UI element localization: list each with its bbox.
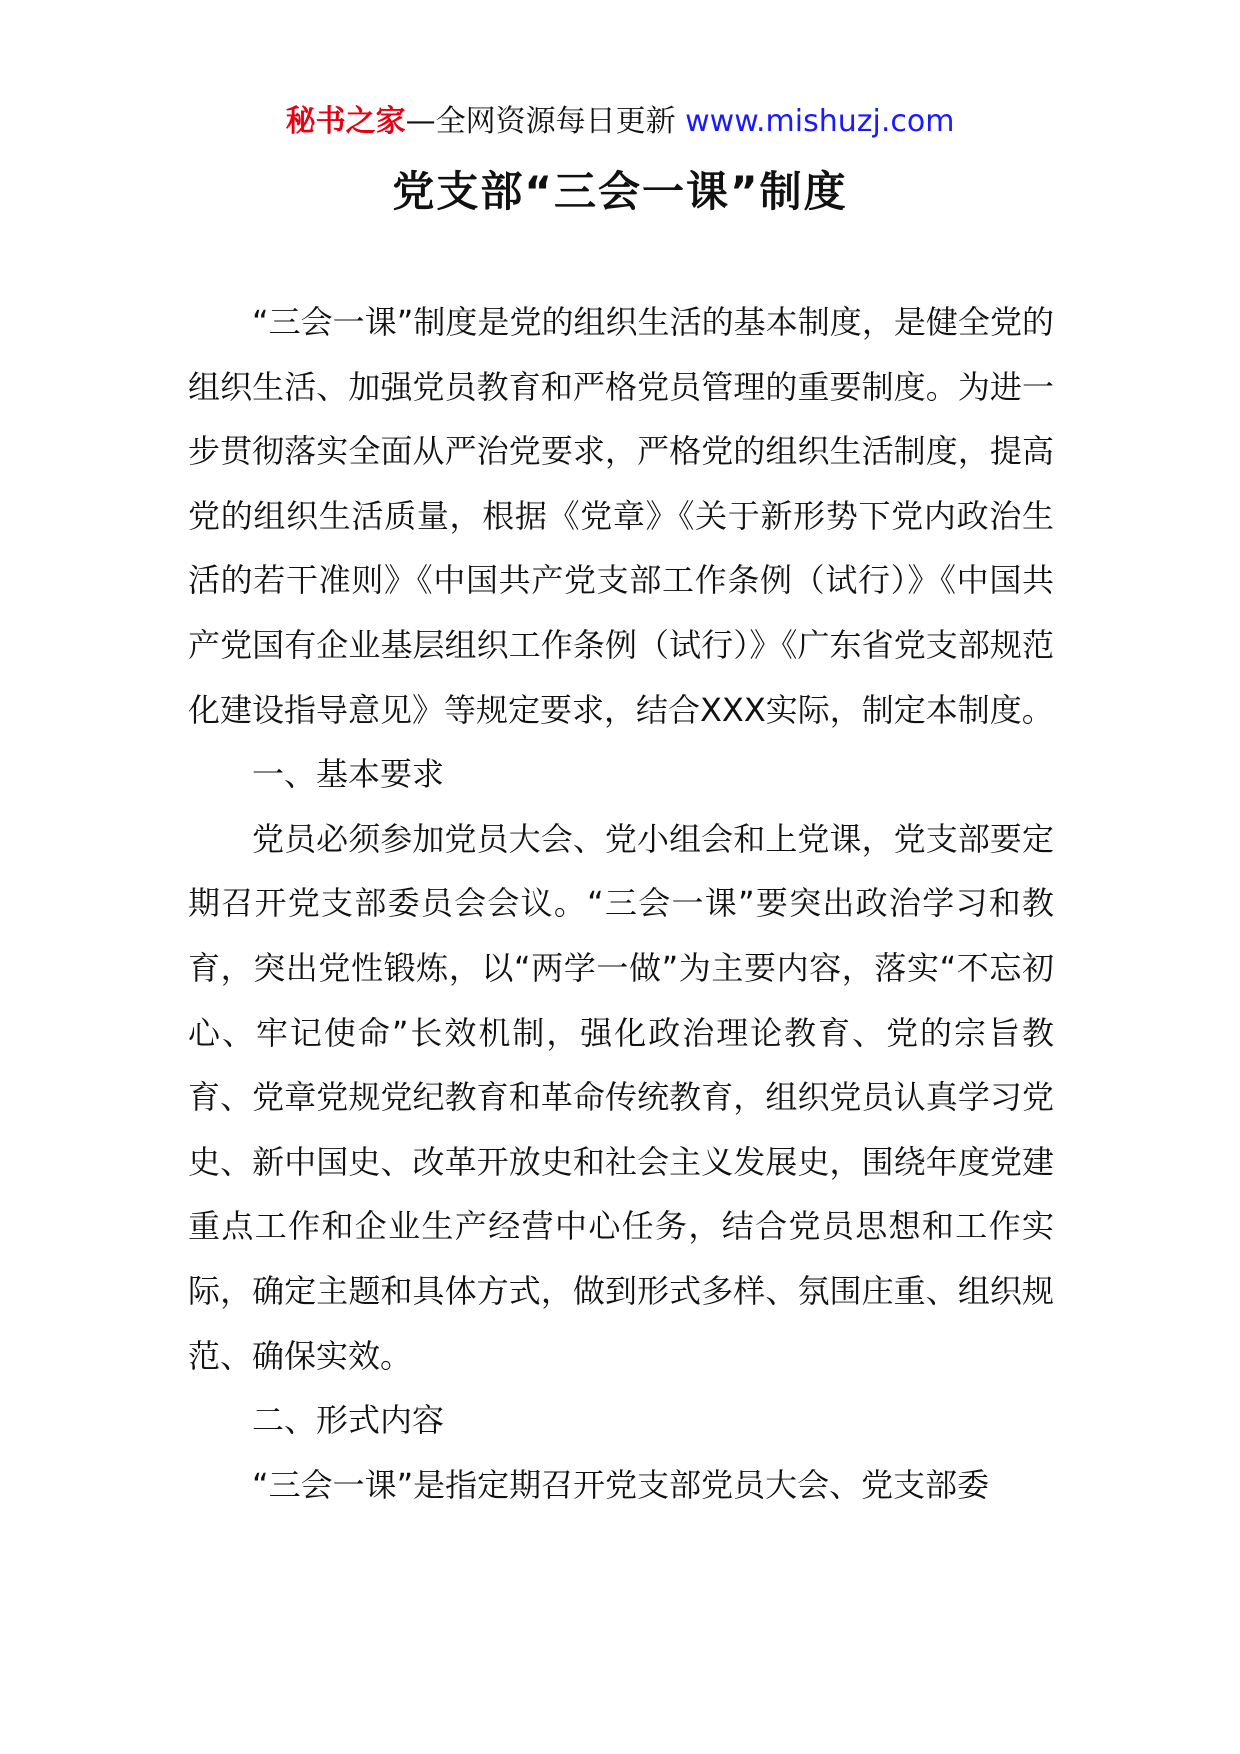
section-heading-basic-requirements: 一、基本要求 <box>252 755 445 794</box>
form-content-paragraph: “三会一课”是指定期召开党支部党员大会、党支部委 <box>252 1465 990 1504</box>
intro-paragraph: “三会一课”制度是党的组织生活的基本制度，是健全党的组织生活、加强党员教育和严格党员管理的重要制度。为进一步贯彻落实全面从严治党要求，严格党的组织生活制度，提高党的组织生活质量，根据《党章》《关于新形势下党内政治生活的若干准则》《中国共产党支部工作条例（试行）》《中国共产党国有企业基层组织工作条例（试行）》《广东省党支部规范化建设指导意见》等规定要求，结合XXX实际，制定本制度。 <box>188 303 1054 729</box>
site-tagline: —全网资源每日更新 <box>405 104 676 139</box>
site-header <box>0 100 1240 144</box>
site-url-link[interactable]: www.mishuzj.com <box>685 104 955 139</box>
basic-requirements-paragraph: 党员必须参加党员大会、党小组会和上党课，党支部要定期召开党支部委员会会议。“三会一课”要突出政治学习和教育，突出党性锻炼，以“两学一做”为主要内容，落实“不忘初心、牢记使命”长效机制，强化政治理论教育、党的宗旨教育、党章党规党纪教育和革命传统教育，组织党员认真学习党史、新中国史、改革开放史和社会主义发展史，围绕年度党建重点工作和企业生产经营中心任务，结合党员思想和工作实际，确定主题和具体方式，做到形式多样、氛围庄重、组织规范、确保实效。 <box>188 819 1054 1375</box>
section-heading-form-content: 二、形式内容 <box>252 1401 445 1440</box>
document-title: 党支部“三会一课”制度 <box>392 167 848 216</box>
document-body <box>188 290 1054 1517</box>
site-brand: 秘书之家 <box>285 104 406 139</box>
